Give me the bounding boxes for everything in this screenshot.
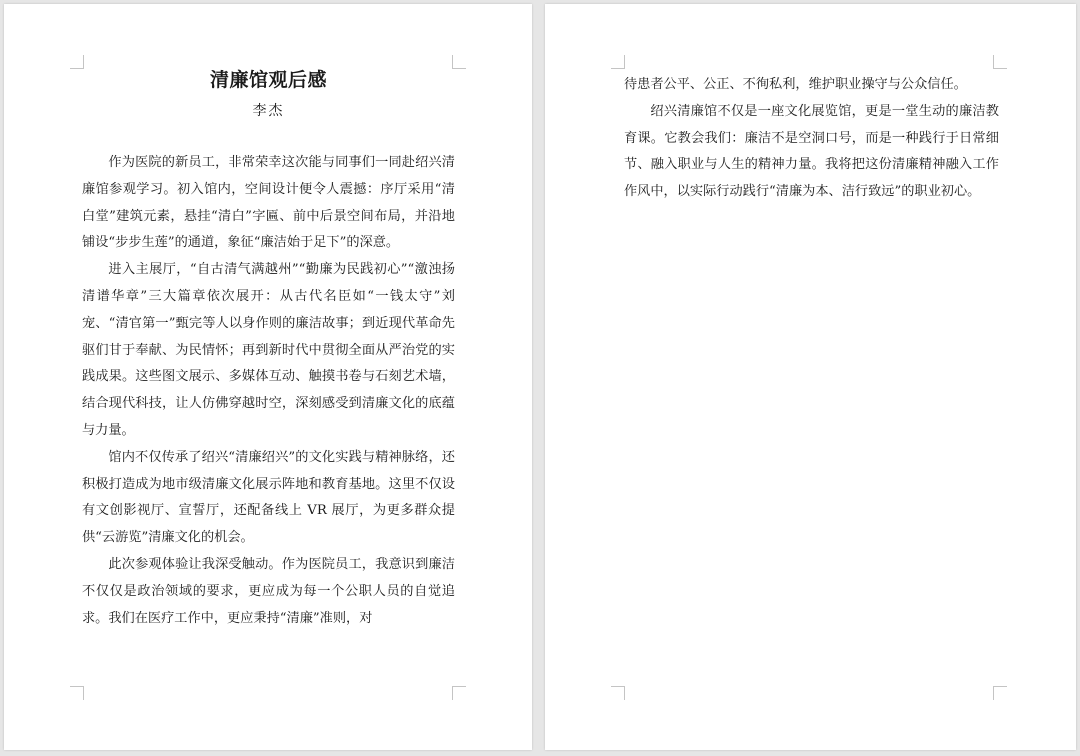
paragraph-2: 进入主展厅，“自古清气满越州”“勤廉为民践初心”“激浊扬清谱华章”三大篇章依次展开：从古代名臣如“一钱太守”刘宠、“清官第一”甄完等人以身作则的廉洁故事；到近现代革命先驱们甘于奉献、为民情怀；再到新时代中贯彻全面从严治党的实践成果。这些图文展示、多媒体互动、触摸书卷与石刻艺术墙，结合现代科技，让人仿佛穿越时空，深刻感受到清廉文化的底蕴与力量。 — [82, 262, 455, 438]
crop-mark-bottom-right — [452, 686, 466, 700]
crop-mark-bottom-left — [70, 686, 84, 700]
crop-mark-top-left — [611, 55, 625, 69]
paragraph-1: 作为医院的新员工，非常荣幸这次能与同事们一同赴绍兴清廉馆参观学习。初入馆内，空间设计便令人震撼：序厅采用“清白堂”建筑元素，悬挂“清白”字匾、前中后景空间布局，并沿地铺设“步步生莲”的通道，象征“廉洁始于足下”的深意。 — [82, 155, 455, 251]
paragraph-5: 绍兴清廉馆不仅是一座文化展览馆，更是一堂生动的廉洁教育课。它教会我们：廉洁不是空洞口号，而是一种践行于日常细节、融入职业与人生的精神力量。我将把这份清廉精神融入工作作风中，以实际行动践行“清廉为本、洁行致远”的职业初心。 — [624, 103, 999, 200]
crop-mark-bottom-left — [611, 686, 625, 700]
paragraph-4: 此次参观体验让我深受触动。作为医院员工，我意识到廉洁不仅仅是政治领域的要求，更应成为每一个公职人员的自觉追求。我们在医疗工作中，更应秉持“清廉”准则，对 — [82, 556, 455, 626]
document-author: 李杰 — [252, 103, 285, 119]
page-2-content — [624, 72, 999, 206]
page-1-content — [82, 66, 455, 632]
crop-mark-bottom-right — [993, 686, 1007, 700]
crop-mark-top-right — [993, 55, 1007, 69]
paragraph-4-continued: 待患者公平、公正、不徇私利，维护职业操守与公众信任。 — [624, 77, 967, 92]
page-2 — [545, 4, 1076, 750]
paragraph-3: 馆内不仅传承了绍兴“清廉绍兴”的文化实践与精神脉络，还积极打造成为地市级清廉文化展示阵地和教育基地。这里不仅设有文创影视厅、宣誓厅，还配备线上 VR 展厅，为更多群众提供“云游览”清廉文化的机会。 — [82, 449, 455, 546]
document-title: 清廉馆观后感 — [209, 69, 327, 91]
page-1 — [4, 4, 532, 750]
